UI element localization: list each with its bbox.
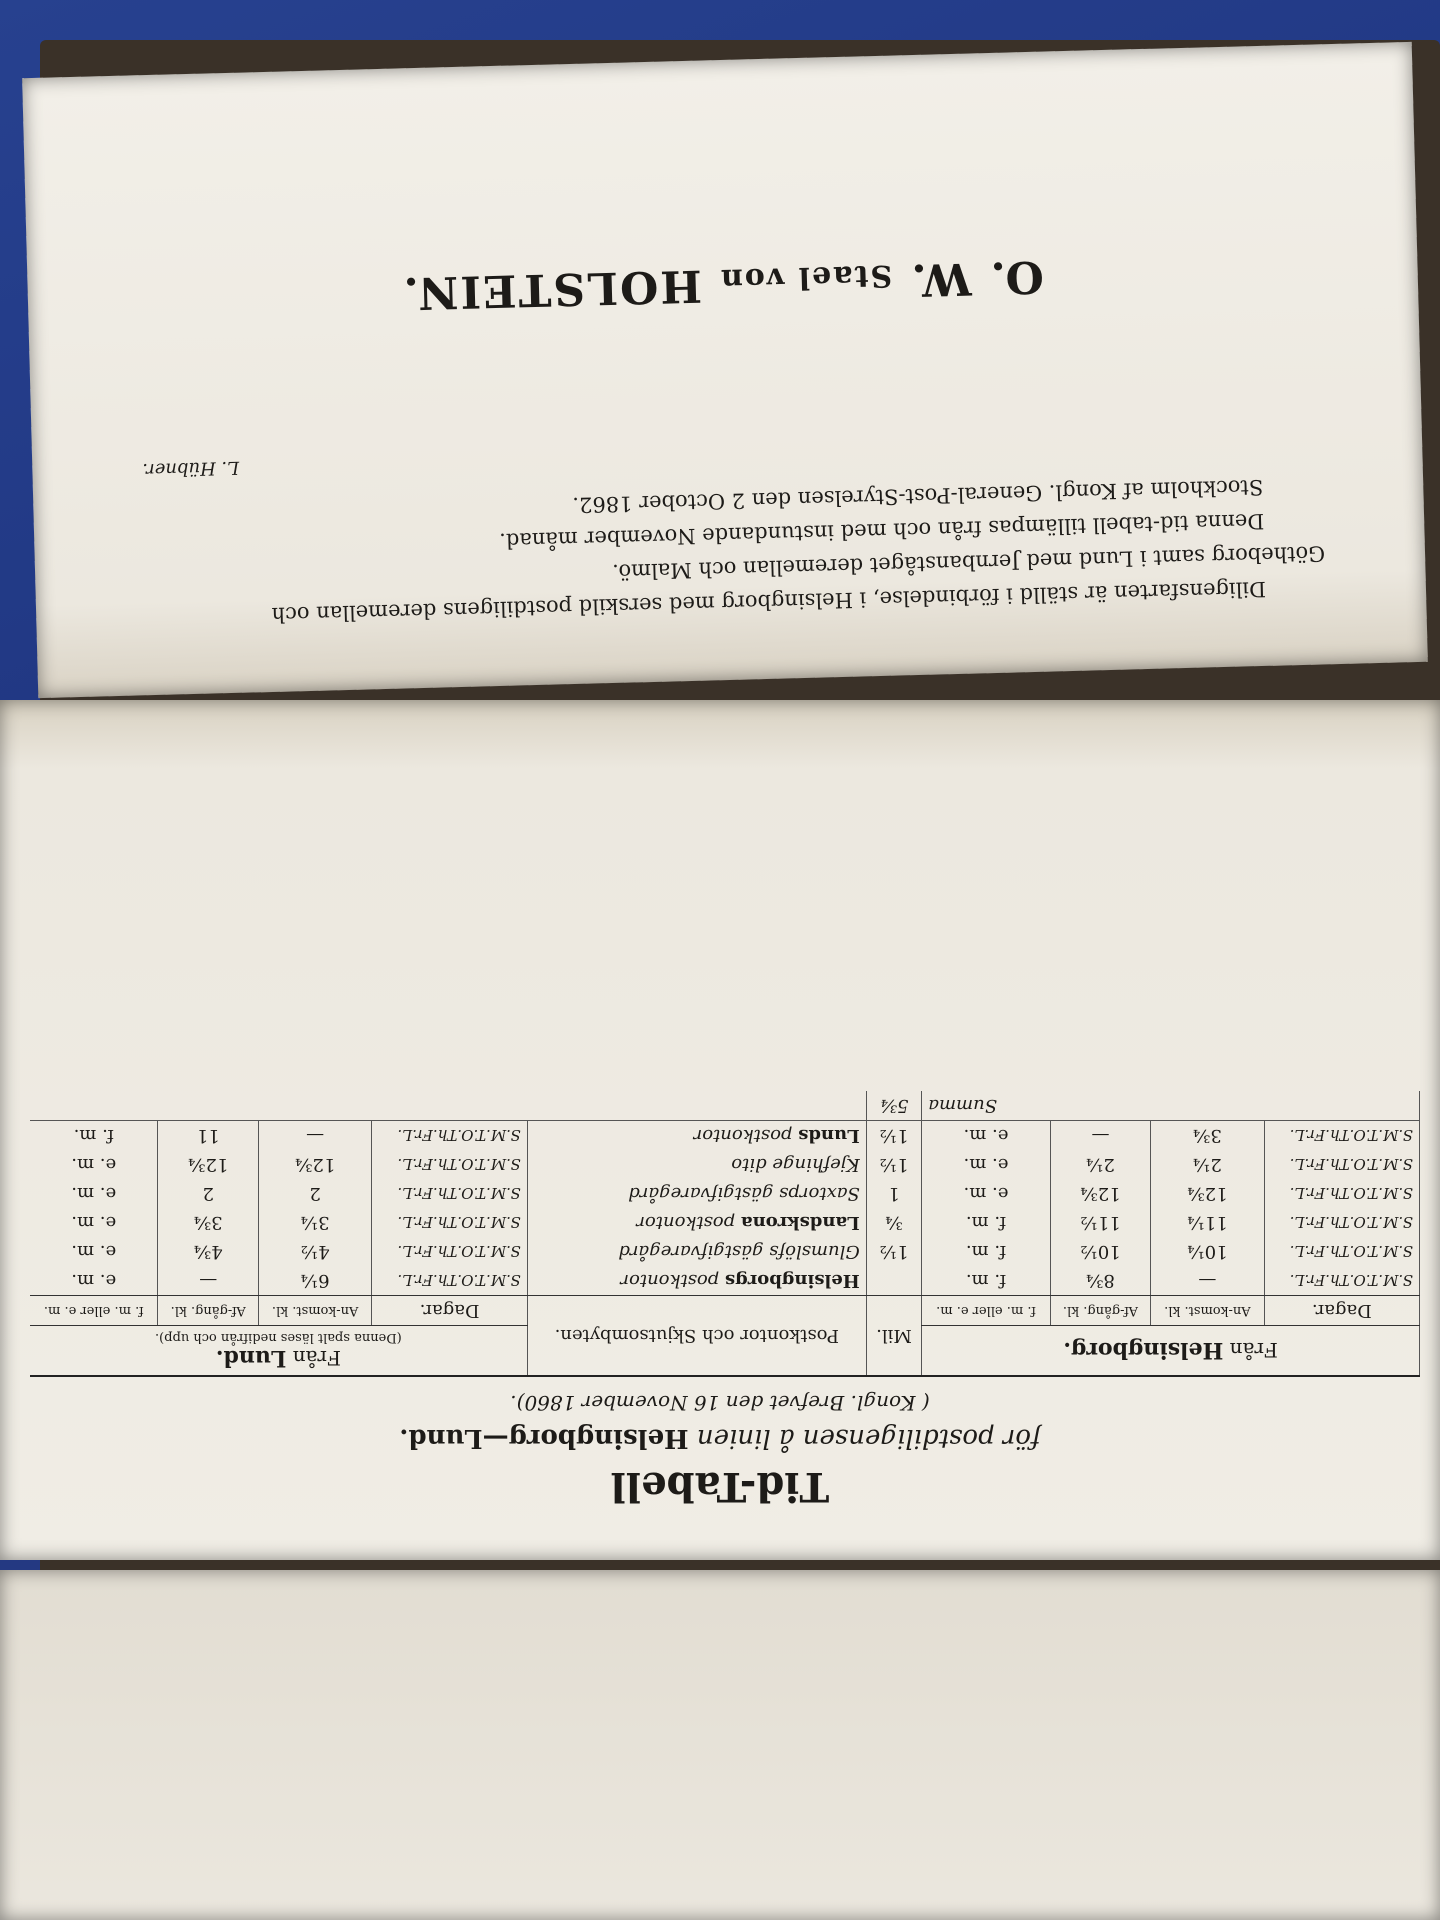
row-mil — [866, 1266, 921, 1296]
row-days-right: S.M.T.O.Th.Fr.L. — [372, 1150, 527, 1179]
row-station-text: postkontor — [693, 1125, 793, 1146]
row-station-bold: Landskrona — [740, 1212, 860, 1233]
header-dagar-left: Dagar. — [1264, 1296, 1419, 1326]
header-from-helsingborg — [922, 1326, 1420, 1377]
row-afgang-right: 3¾ — [158, 1208, 258, 1237]
row-station — [527, 1150, 866, 1179]
row-days-right: S.M.T.O.Th.Fr.L. — [372, 1121, 527, 1151]
row-afgang-left: 12¾ — [1050, 1179, 1150, 1208]
header-lund: Lund. — [215, 1345, 287, 1371]
row-station-bold: Helsingborgs — [725, 1270, 860, 1291]
row-ampm-right: e. m. — [30, 1266, 158, 1296]
row-ankomst-left: 10¼ — [1151, 1237, 1264, 1266]
table-row — [30, 1150, 1420, 1179]
row-station — [527, 1121, 866, 1151]
row-ampm-left: e. m. — [922, 1179, 1050, 1208]
header-mil: Mil. — [866, 1296, 921, 1377]
row-mil: 1½ — [866, 1237, 921, 1266]
row-days-left: S.M.T.O.Th.Fr.L. — [1264, 1121, 1419, 1151]
table-row — [30, 1237, 1420, 1266]
row-mil: ¾ — [866, 1208, 921, 1237]
row-station — [527, 1208, 866, 1237]
bottom-page — [0, 700, 1440, 1560]
row-ankomst-left: 11¼ — [1151, 1208, 1264, 1237]
table-row — [30, 1179, 1420, 1208]
header-fmem-left: f. m. eller e. m. — [922, 1296, 1050, 1326]
row-afgang-left: 11½ — [1050, 1208, 1150, 1237]
header-ankomst-left: An-komst. kl. — [1151, 1296, 1264, 1326]
row-days-left: S.M.T.O.Th.Fr.L. — [1264, 1179, 1419, 1208]
timetable-table — [30, 1091, 1420, 1377]
row-mil: 1 — [866, 1179, 921, 1208]
sum-label: Summa — [922, 1091, 1420, 1121]
timetable-note: ( Kongl. Brefvet den 16 November 1860). — [510, 1391, 930, 1415]
row-ampm-left: f. m. — [922, 1266, 1050, 1296]
row-ampm-right: e. m. — [30, 1237, 158, 1266]
header-postkontor: Postkontor och Skjutsombyten. — [527, 1296, 866, 1377]
row-days-left: S.M.T.O.Th.Fr.L. — [1264, 1237, 1419, 1266]
row-ampm-right: e. m. — [30, 1179, 158, 1208]
row-ankomst-right: 12¾ — [258, 1150, 371, 1179]
table-row — [30, 1266, 1420, 1296]
table-row — [30, 1121, 1420, 1151]
row-ankomst-right: — — [258, 1121, 371, 1151]
row-days-right: S.M.T.O.Th.Fr.L. — [372, 1266, 527, 1296]
row-ankomst-left: 2¼ — [1151, 1150, 1264, 1179]
row-afgang-left: 2¼ — [1050, 1150, 1150, 1179]
row-ankomst-right: 3¼ — [258, 1208, 371, 1237]
row-station — [527, 1266, 866, 1296]
header-helsingborg: Helsingborg. — [1063, 1337, 1224, 1364]
row-station-text: Kjefhinge dito — [731, 1154, 860, 1175]
row-ankomst-left: 12¾ — [1151, 1179, 1264, 1208]
sum-row — [30, 1091, 1420, 1121]
table-row — [30, 1208, 1420, 1237]
header-ankomst-right: An-komst. kl. — [258, 1296, 371, 1326]
header-from-lund — [30, 1326, 527, 1377]
header-from-prefix-2: Från — [292, 1346, 341, 1370]
signature-initials: O. W. — [908, 250, 1045, 306]
row-ampm-left: e. m. — [922, 1121, 1050, 1151]
signature-name: Stael von — [718, 257, 893, 298]
row-station-bold: Lunds — [798, 1125, 860, 1146]
notice-line-3: Denna tid-tabell tillämpas från och med instundande November månad. — [498, 508, 1265, 553]
row-ampm-right: e. m. — [30, 1208, 158, 1237]
timetable-route: Helsingborg—Lund. — [399, 1423, 689, 1453]
header-fmem-right: f. m. eller e. m. — [30, 1296, 158, 1326]
signature-main — [67, 242, 1378, 327]
row-afgang-left: — — [1050, 1121, 1150, 1151]
row-afgang-right: 2 — [158, 1179, 258, 1208]
notice-line-1: Diligensfarten är ställd i förbindelse, i Helsingborg med serskild postdiligens deremellan och — [271, 576, 1267, 627]
signature-countersign: L. Hübner. — [142, 456, 240, 481]
header-from-prefix: Från — [1229, 1338, 1278, 1363]
notice-line-2: Götheborg samt i Lund med Jernbanståget deremellan och Malmö. — [611, 541, 1326, 585]
top-page — [22, 42, 1428, 698]
signature-surname: HOLSTEIN. — [401, 259, 703, 319]
header-afgang-left: Af-gång. kl. — [1050, 1296, 1150, 1326]
row-station — [527, 1179, 866, 1208]
row-days-left: S.M.T.O.Th.Fr.L. — [1264, 1150, 1419, 1179]
row-days-left: S.M.T.O.Th.Fr.L. — [1264, 1208, 1419, 1237]
row-station — [527, 1237, 866, 1266]
notice-text — [123, 468, 1326, 635]
row-days-right: S.M.T.O.Th.Fr.L. — [372, 1237, 527, 1266]
row-afgang-right: 11 — [158, 1121, 258, 1151]
top-page-content — [63, 83, 1387, 657]
header-dagar-right: Dagar. — [372, 1296, 527, 1326]
header-reverse-note: (Denna spalt läses nedifrån och upp). — [154, 1330, 402, 1345]
row-ampm-left: f. m. — [922, 1208, 1050, 1237]
timetable-title: Tid-Tabell — [610, 1463, 830, 1510]
row-ampm-right: f. m. — [30, 1121, 158, 1151]
notice-line-4: Stockholm af Kongl. General-Post-Styrelsen den 2 October 1862. — [572, 474, 1264, 518]
timetable-subtitle — [20, 1423, 1420, 1453]
row-mil: 1½ — [866, 1150, 921, 1179]
row-mil: 1½ — [866, 1121, 921, 1151]
row-ankomst-left: 3¾ — [1151, 1121, 1264, 1151]
row-days-right: S.M.T.O.Th.Fr.L. — [372, 1179, 527, 1208]
row-ankomst-right: 4½ — [258, 1237, 371, 1266]
row-days-left: S.M.T.O.Th.Fr.L. — [1264, 1266, 1419, 1296]
header-afgang-right: Af-gång. kl. — [158, 1296, 258, 1326]
row-ankomst-left: — — [1151, 1266, 1264, 1296]
row-afgang-right: 12¾ — [158, 1150, 258, 1179]
row-ankomst-right: 2 — [258, 1179, 371, 1208]
row-afgang-left: 10½ — [1050, 1237, 1150, 1266]
row-ampm-left: f. m. — [922, 1237, 1050, 1266]
sum-empty — [30, 1091, 866, 1121]
row-station-text: Saxtorps gästgifvaregård — [628, 1183, 860, 1204]
timetable-subtitle-prefix: för postdiligensen å linien — [696, 1423, 1041, 1453]
timetable — [20, 720, 1420, 1520]
lower-page — [0, 1570, 1440, 1920]
row-afgang-right: 4¾ — [158, 1237, 258, 1266]
row-afgang-right: — — [158, 1266, 258, 1296]
row-ampm-right: e. m. — [30, 1150, 158, 1179]
row-ankomst-right: 6¼ — [258, 1266, 371, 1296]
sum-value: 5¾ — [866, 1091, 921, 1121]
row-afgang-left: 8¾ — [1050, 1266, 1150, 1296]
row-station-text: Glumslöfs gästgifvaregård — [618, 1241, 860, 1262]
row-ampm-left: e. m. — [922, 1150, 1050, 1179]
row-days-right: S.M.T.O.Th.Fr.L. — [372, 1208, 527, 1237]
row-station-text: postkontor — [636, 1212, 736, 1233]
row-station-text: postkontor — [620, 1270, 720, 1291]
